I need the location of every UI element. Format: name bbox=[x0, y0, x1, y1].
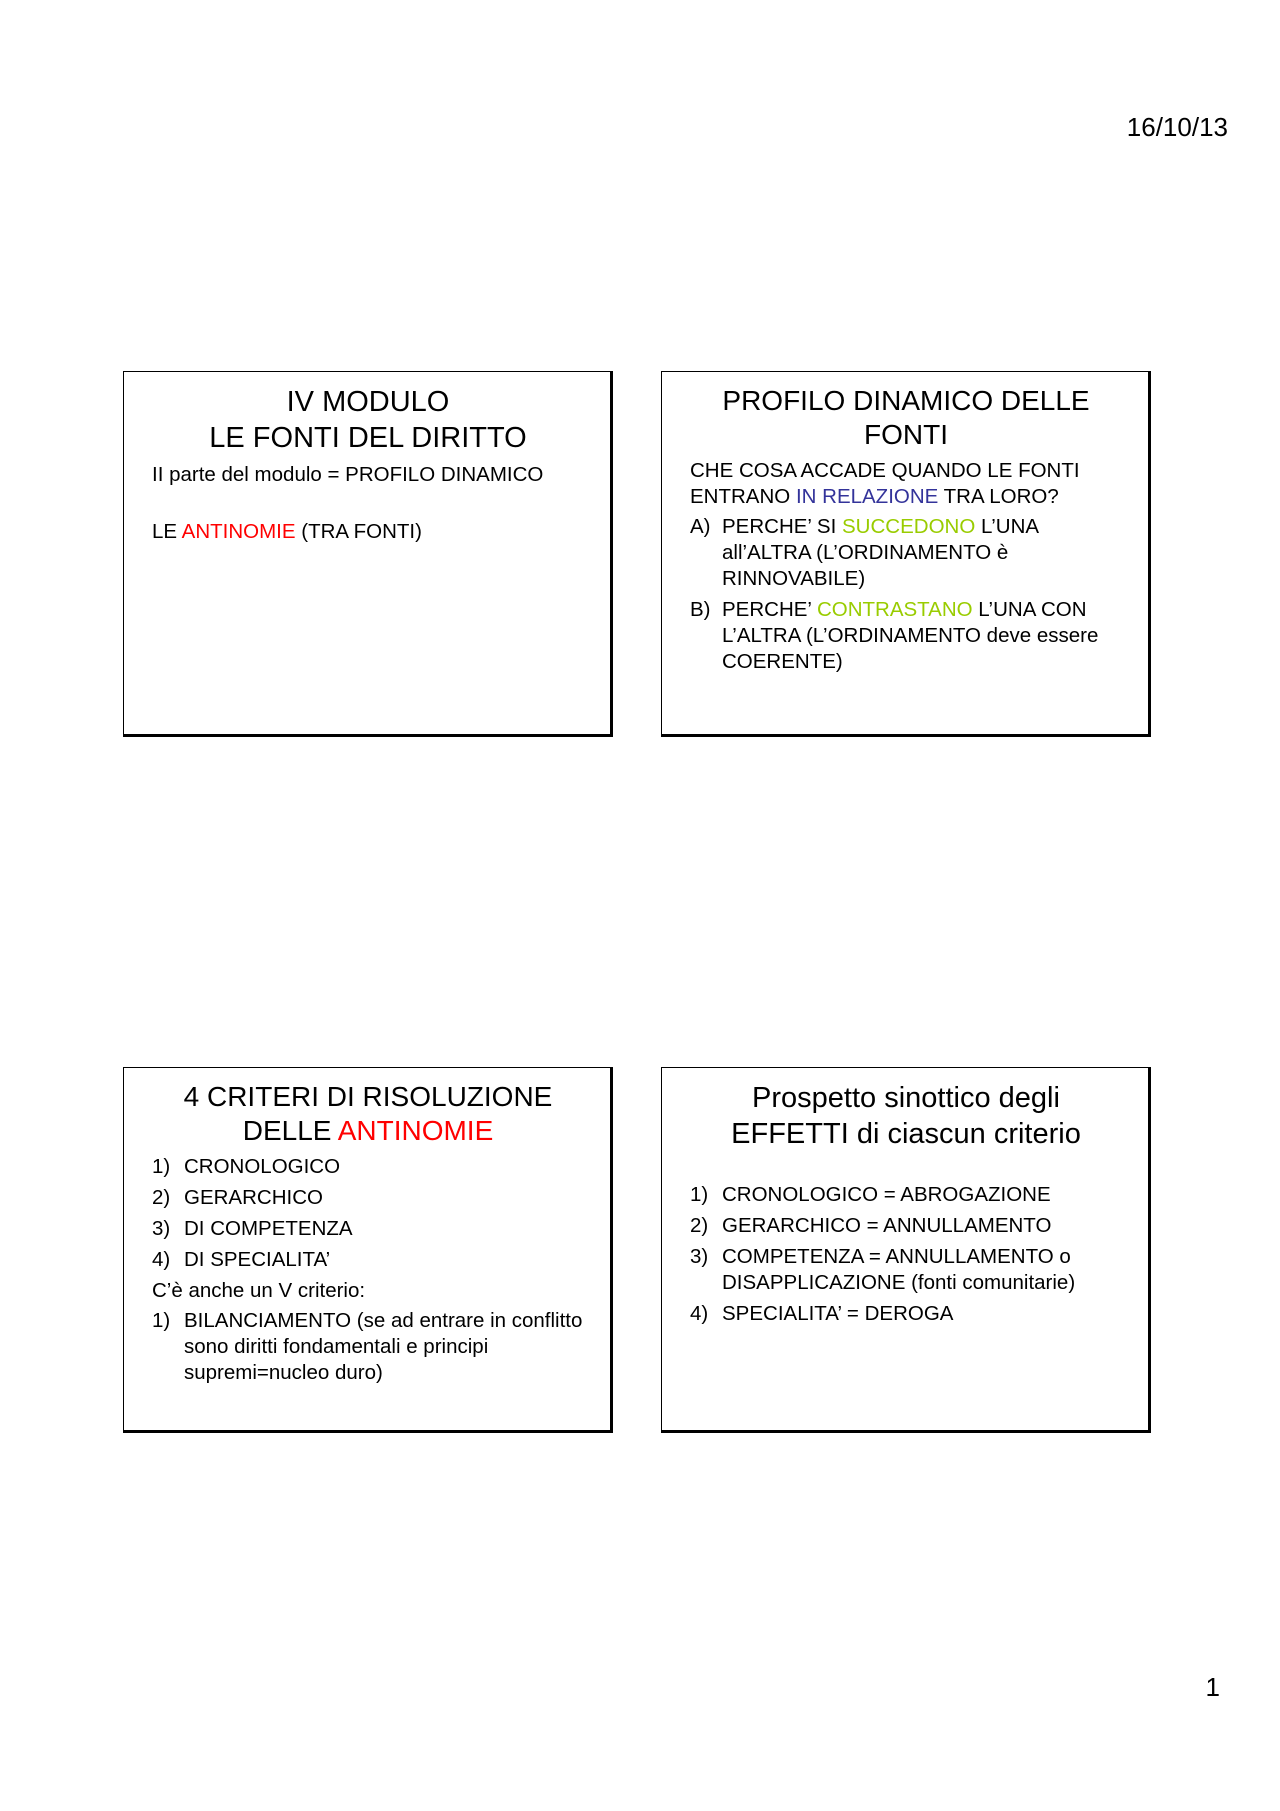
text-pre: PERCHE’ SI bbox=[722, 515, 842, 538]
item-text: BILANCIAMENTO (se ad entrare in conflitto sono diritti fondamentali e principi supremi=nucleo duro) bbox=[184, 1309, 583, 1384]
item-marker: 4) bbox=[690, 1302, 709, 1325]
title-line-1: IV MODULO bbox=[286, 386, 450, 418]
item-marker: 1) bbox=[690, 1183, 709, 1206]
item-marker: 1) bbox=[152, 1155, 171, 1178]
text-pre: DELLE bbox=[242, 1115, 338, 1146]
slide-iv-modulo bbox=[123, 371, 613, 737]
header-date: 16/10/13 bbox=[1126, 112, 1228, 142]
item-marker: 3) bbox=[152, 1217, 171, 1240]
slide-criteri-risoluzione bbox=[123, 1067, 613, 1433]
list-item bbox=[152, 1216, 584, 1242]
item-text: DI COMPETENZA bbox=[184, 1217, 353, 1240]
intro-line-1: CHE COSA ACCADE QUANDO LE FONTI bbox=[690, 459, 1080, 482]
text-pre: ENTRANO bbox=[690, 485, 796, 508]
list-item bbox=[690, 597, 1122, 675]
intro-line-2 bbox=[690, 484, 1122, 510]
item-text: CRONOLOGICO = ABROGAZIONE bbox=[722, 1183, 1051, 1206]
item-text: COMPETENZA = ANNULLAMENTO o DISAPPLICAZIONE (fonti comunitarie) bbox=[722, 1245, 1076, 1294]
note-line: C’è anche un V criterio: bbox=[152, 1279, 366, 1302]
title-line-1: 4 CRITERI DI RISOLUZIONE bbox=[183, 1081, 553, 1112]
title-line-2: LE FONTI DEL DIRITTO bbox=[209, 422, 527, 454]
item-text: GERARCHICO = ANNULLAMENTO bbox=[722, 1214, 1052, 1237]
antinomie-line bbox=[152, 519, 584, 545]
slide-prospetto-sinottico bbox=[661, 1067, 1151, 1433]
list-item bbox=[152, 1308, 584, 1386]
item-text: SPECIALITA’ = DEROGA bbox=[722, 1302, 954, 1325]
text-post: L’UNA CON L’ALTRA (L’ORDINAMENTO deve essere COERENTE) bbox=[722, 598, 1099, 673]
title-line-2: FONTI bbox=[864, 419, 948, 450]
title-line-2 bbox=[152, 1114, 584, 1148]
item-marker: 3) bbox=[690, 1245, 709, 1268]
item-marker: B) bbox=[690, 598, 711, 621]
slide-title bbox=[152, 1080, 584, 1148]
item-marker: 2) bbox=[690, 1214, 709, 1237]
text-pre: LE bbox=[152, 520, 182, 543]
slide-title bbox=[690, 384, 1122, 452]
slide-title bbox=[152, 384, 584, 456]
highlight-succedono: SUCCEDONO bbox=[842, 515, 976, 538]
slide-title bbox=[690, 1080, 1122, 1152]
list-item bbox=[690, 1301, 1122, 1327]
list-item bbox=[152, 1185, 584, 1211]
list-item bbox=[152, 1154, 584, 1180]
highlight-in-relazione: IN RELAZIONE bbox=[795, 485, 939, 508]
highlight-contrastano: CONTRASTANO bbox=[816, 598, 973, 621]
item-marker: A) bbox=[690, 515, 711, 538]
list-item bbox=[152, 1247, 584, 1273]
slide-profilo-dinamico bbox=[661, 371, 1151, 737]
list-item bbox=[690, 1182, 1122, 1208]
text-post: (TRA FONTI) bbox=[295, 520, 422, 543]
title-line-1: PROFILO DINAMICO DELLE bbox=[722, 385, 1090, 416]
item-text: DI SPECIALITA’ bbox=[184, 1248, 331, 1271]
item-marker: 2) bbox=[152, 1186, 171, 1209]
item-text: CRONOLOGICO bbox=[184, 1155, 341, 1178]
item-marker: 4) bbox=[152, 1248, 171, 1271]
text-post: L’UNA all’ALTRA (L’ORDINAMENTO è RINNOVABILE) bbox=[722, 515, 1038, 590]
text-pre: PERCHE’ bbox=[722, 598, 817, 621]
title-line-2: EFFETTI di ciascun criterio bbox=[731, 1118, 1081, 1150]
list-item bbox=[690, 1213, 1122, 1239]
list-item bbox=[690, 514, 1122, 592]
highlight-antinomie: ANTINOMIE bbox=[337, 1115, 494, 1146]
title-line-1: Prospetto sinottico degli bbox=[752, 1082, 1060, 1114]
item-text: GERARCHICO bbox=[184, 1186, 323, 1209]
slide-subtitle: II parte del modulo = PROFILO DINAMICO bbox=[152, 463, 544, 486]
page-number: 1 bbox=[1205, 1672, 1220, 1702]
item-marker: 1) bbox=[152, 1309, 171, 1332]
list-item bbox=[690, 1244, 1122, 1296]
text-post: TRA LORO? bbox=[938, 485, 1059, 508]
highlight-antinomie: ANTINOMIE bbox=[181, 520, 296, 543]
